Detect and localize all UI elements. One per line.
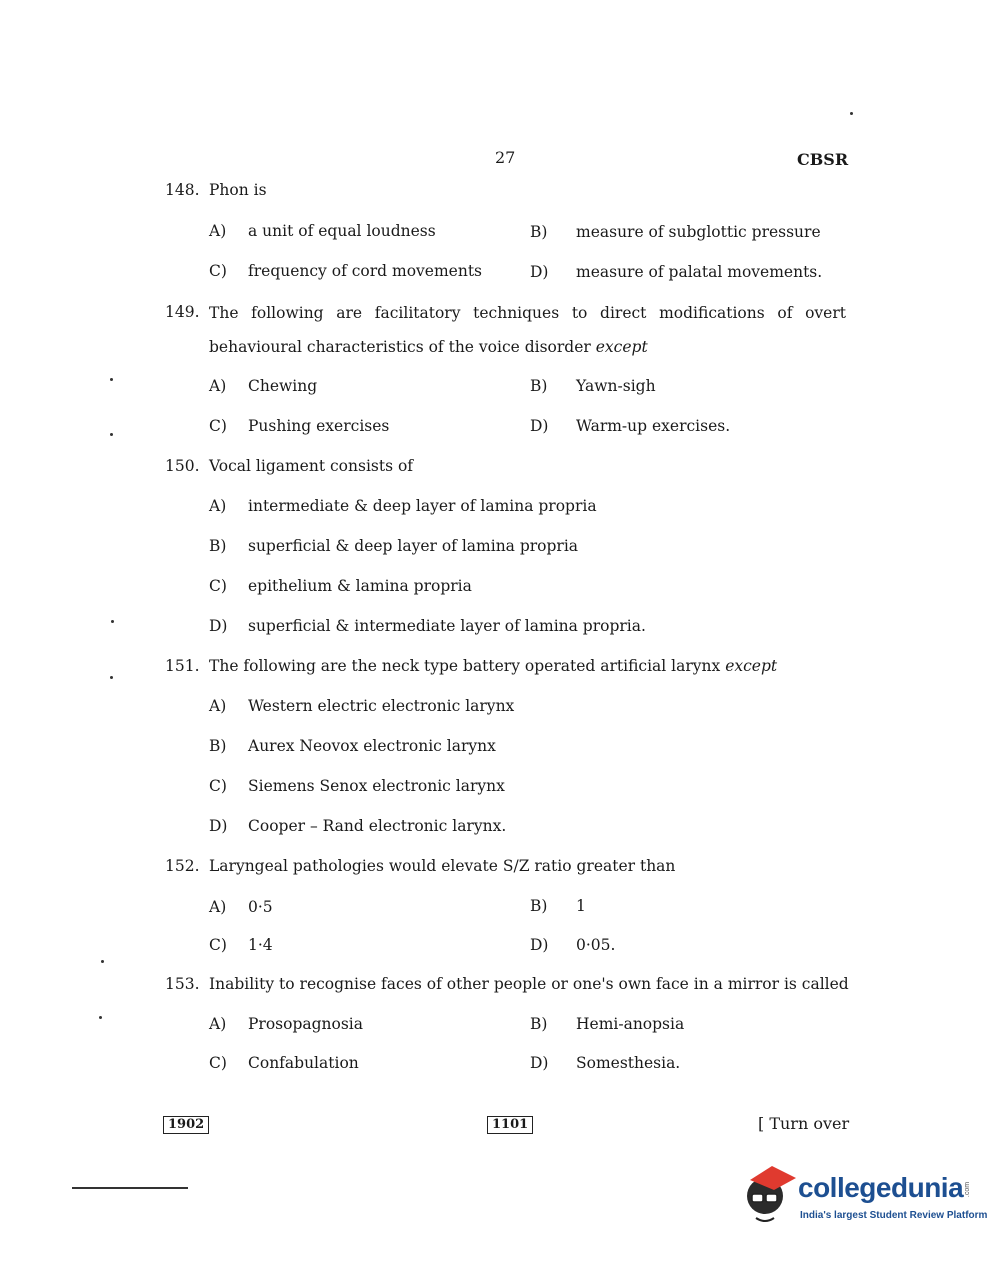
speck [110, 378, 113, 381]
question-149-number: 149. [165, 303, 200, 321]
option-c: C) Confabulation [209, 1054, 359, 1072]
option-b: B) Hemi-anopsia [530, 1015, 685, 1033]
option-c: C) Pushing exercises [209, 417, 390, 435]
question-number: 148. [165, 181, 200, 199]
option-a: A) 0·5 [209, 898, 273, 916]
question-emphasis: except [725, 657, 778, 675]
footer-center-code: 1101 [487, 1116, 533, 1134]
speck [99, 1016, 102, 1019]
option-a: A) a unit of equal loudness [209, 222, 436, 240]
option-d: D) Somesthesia. [530, 1054, 681, 1072]
option-c: C) Siemens Senox electronic larynx [209, 777, 505, 795]
option-b: B) Aurex Neovox electronic larynx [209, 737, 496, 755]
question-148 [165, 181, 267, 199]
option-b: B) superficial & deep layer of lamina propria [209, 537, 579, 555]
option-c: C) frequency of cord movements [209, 262, 483, 280]
page-number: 27 [495, 148, 516, 167]
option-b: B) 1 [530, 897, 586, 915]
question-149-text: The following are facilitatory techniques to direct modifications of overt behavioural characteristics of the voice disorder except [209, 304, 846, 356]
option-a: A) Prosopagnosia [209, 1015, 364, 1033]
option-c: C) 1·4 [209, 936, 273, 954]
option-a: A) Western electric electronic larynx [209, 697, 515, 715]
option-d: D) superficial & intermediate layer of lamina propria. [209, 617, 646, 635]
option-b: B) measure of subglottic pressure [530, 223, 821, 241]
turn-over-label: [ Turn over [758, 1114, 850, 1133]
logo-tagline: India's largest Student Review Platform [800, 1210, 988, 1221]
question-emphasis: except [595, 338, 648, 356]
collegedunia-logo [740, 1160, 988, 1230]
option-a: A) intermediate & deep layer of lamina propria [209, 497, 597, 515]
question-text: Phon is [209, 181, 267, 199]
speck [850, 112, 853, 115]
footer-rule [72, 1187, 188, 1189]
option-d: D) Warm-up exercises. [530, 417, 731, 435]
option-a: A) Chewing [209, 377, 318, 395]
question-152: 152. Laryngeal pathologies would elevate S/Z ratio greater than [165, 857, 676, 875]
logo-suffix: .com [964, 1181, 972, 1198]
mascot-icon [740, 1160, 800, 1230]
option-d: D) Cooper – Rand electronic larynx. [209, 817, 507, 835]
speck [101, 960, 104, 963]
option-d: D) measure of palatal movements. [530, 263, 823, 281]
question-150: 150. Vocal ligament consists of [165, 457, 414, 475]
exam-code: CBSR [797, 150, 849, 169]
option-c: C) epithelium & lamina propria [209, 577, 472, 595]
speck [110, 433, 113, 436]
question-151: 151. The following are the neck type battery operated artificial larynx except [165, 657, 778, 675]
speck [111, 620, 114, 623]
footer-left-code: 1902 [163, 1116, 209, 1134]
speck [110, 676, 113, 679]
option-d: D) 0·05. [530, 936, 616, 954]
question-153: 153. Inability to recognise faces of other people or one's own face in a mirror is called [165, 975, 849, 993]
logo-name: collegedunia [798, 1172, 964, 1203]
option-b: B) Yawn-sigh [530, 377, 656, 395]
